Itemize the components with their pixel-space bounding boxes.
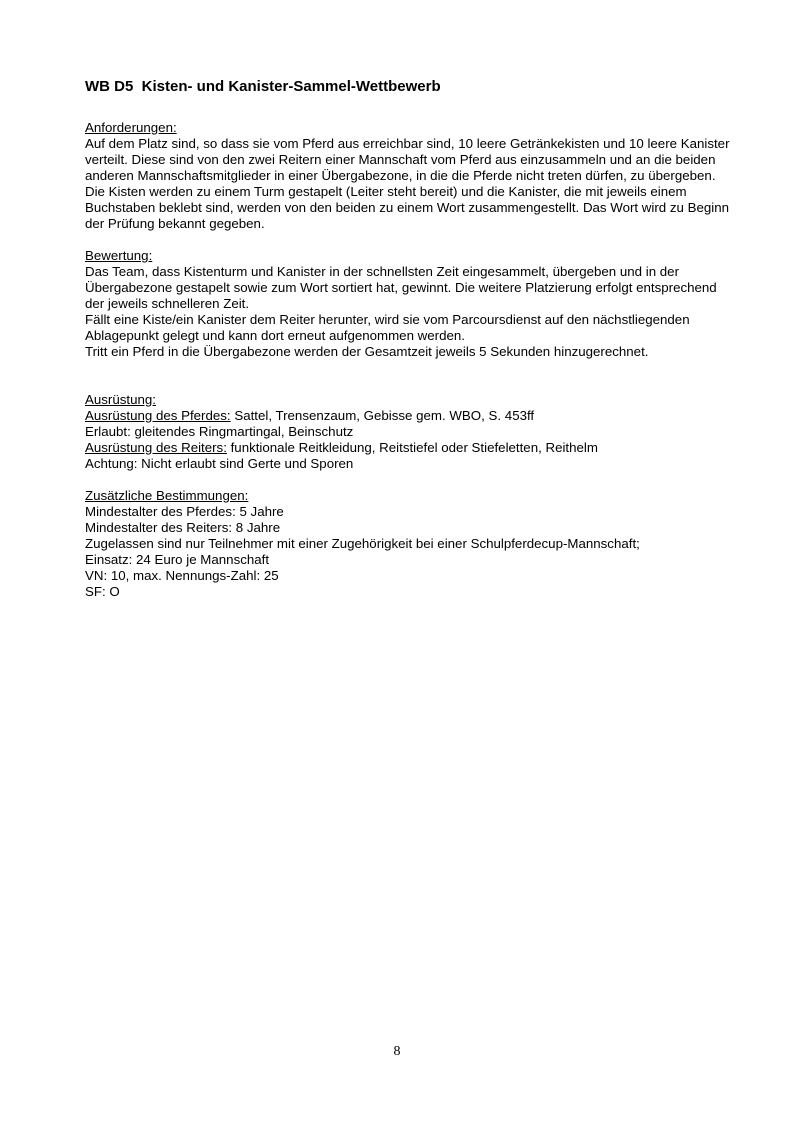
heading-bestimmungen: Zusätzliche Bestimmungen: (85, 488, 249, 503)
label-ausruestung-reiter: Ausrüstung des Reiters: (85, 440, 227, 455)
spacer (85, 360, 737, 392)
bewertung-paragraph-1: Das Team, dass Kistenturm und Kanister in der schnellsten Zeit eingesammelt, übergeben und in der Übergabezone gestapelt sowie zum Wort sortiert hat, gewinnt. Die weitere Platzierung erfolgt entsprechend der jeweils schnelleren Zeit. (85, 264, 717, 311)
heading-ausruestung: Ausrüstung: (85, 392, 156, 407)
document-title: WB D5 Kisten- und Kanister-Sammel-Wettbewerb (85, 78, 441, 95)
bestimmungen-line: Einsatz: 24 Euro je Mannschaft (85, 552, 270, 567)
ausruestung-achtung-line: Achtung: Nicht erlaubt sind Gerte und Sporen (85, 456, 354, 471)
bestimmungen-line: SF: O (85, 584, 120, 599)
text-ausruestung-pferd: Sattel, Trensenzaum, Gebisse gem. WBO, S. 453ff (230, 408, 535, 423)
spacer (85, 232, 737, 248)
section-anforderungen (85, 120, 737, 232)
ausruestung-reiter-line (85, 440, 737, 456)
page-number: 8 (393, 1044, 401, 1059)
bewertung-paragraph-2: Fällt eine Kiste/ein Kanister dem Reiter herunter, wird sie vom Parcoursdienst auf den nächstliegenden Ablagepunkt gelegt und kann dort erneut aufgenommen werden. (85, 312, 690, 343)
document-content (85, 78, 737, 600)
section-bestimmungen (85, 488, 737, 600)
bestimmungen-line: Mindestalter des Pferdes: 5 Jahre (85, 504, 284, 519)
text-ausruestung-reiter: funktionale Reitkleidung, Reitstiefel oder Stiefeletten, Reithelm (226, 440, 598, 455)
spacer (85, 472, 737, 488)
heading-bewertung: Bewertung: (85, 248, 153, 263)
bestimmungen-line: VN: 10, max. Nennungs-Zahl: 25 (85, 568, 279, 583)
section-ausruestung (85, 392, 737, 472)
ausruestung-pferd-line (85, 408, 737, 424)
bewertung-paragraph-3: Tritt ein Pferd in die Übergabezone werden der Gesamtzeit jeweils 5 Sekunden hinzugerechnet. (85, 344, 649, 359)
bestimmungen-line: Zugelassen sind nur Teilnehmer mit einer Zugehörigkeit bei einer Schulpferdecup-Mannschaft; (85, 536, 640, 551)
ausruestung-erlaubt-line: Erlaubt: gleitendes Ringmartingal, Beinschutz (85, 424, 354, 439)
label-ausruestung-pferd: Ausrüstung des Pferdes: (85, 408, 231, 423)
heading-anforderungen: Anforderungen: (85, 120, 177, 135)
bestimmungen-line: Mindestalter des Reiters: 8 Jahre (85, 520, 281, 535)
section-bewertung (85, 248, 737, 360)
anforderungen-paragraph-1: Auf dem Platz sind, so dass sie vom Pferd aus erreichbar sind, 10 leere Getränkekisten und 10 leere Kanister verteilt. Diese sind von den zwei Reitern einer Mannschaft vom Pferd aus einzusammeln und an die beiden anderen Mannschaftsmitglieder in einer Übergabezone, in die die Pferde nicht treten dürfen, zu übergeben. (85, 136, 730, 183)
anforderungen-paragraph-2: Die Kisten werden zu einem Turm gestapelt (Leiter steht bereit) und die Kanister, die mit jeweils einem Buchstaben beklebt sind, werden von den beiden zu einem Wort zusammengestellt. Das Wort wird zu Beginn der Prüfung bekannt gegeben. (85, 184, 730, 231)
